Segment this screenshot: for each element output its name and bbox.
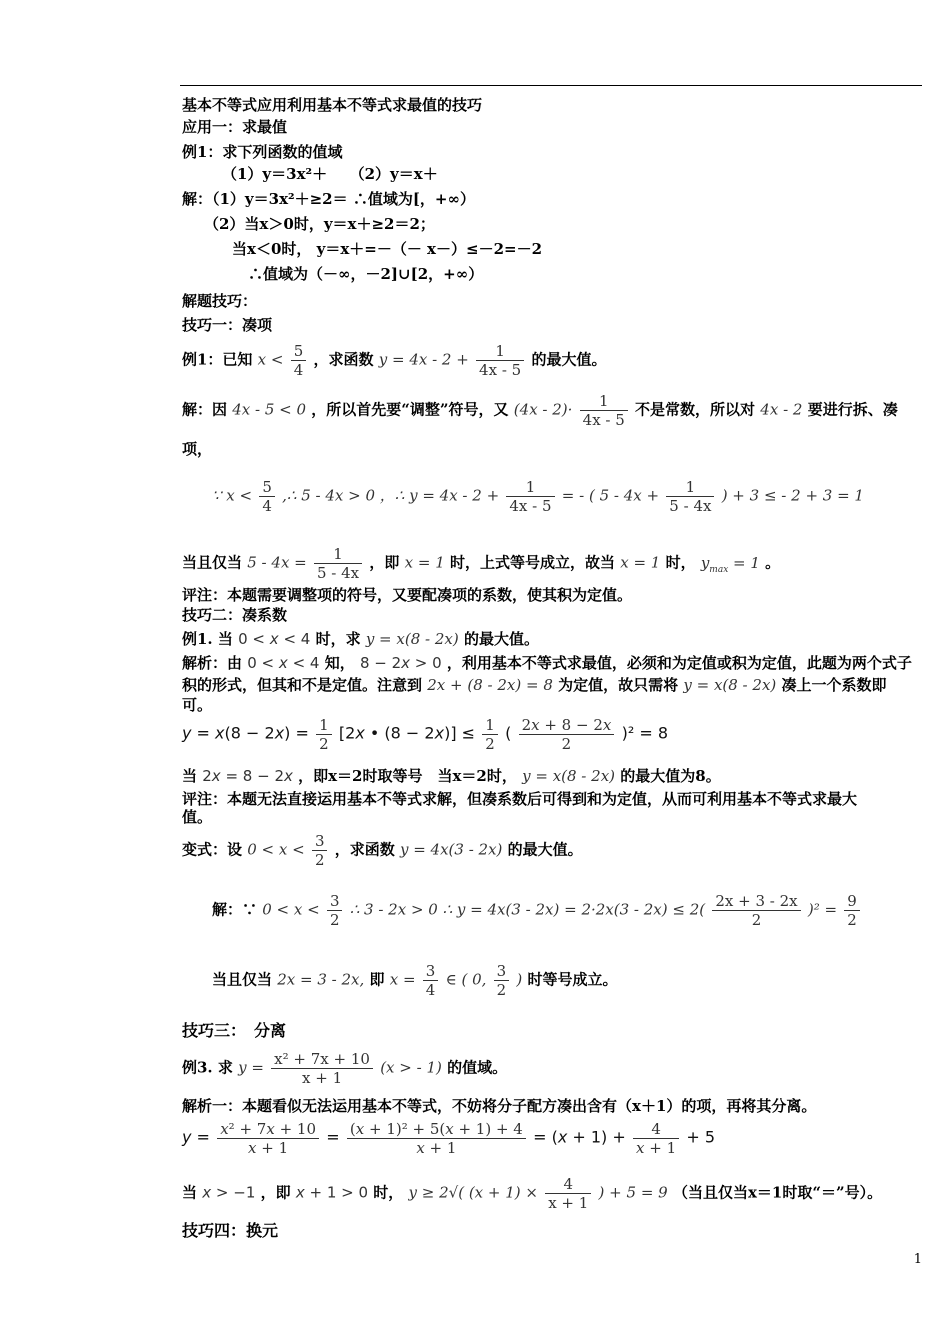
math-eq: ) + 3 ≤ - 2 + 3 = 1 (721, 486, 864, 505)
equation-2 (182, 716, 668, 753)
tip2-heading: 技巧二：凑系数 (182, 606, 288, 624)
fraction: $\frac{1}{4x - 5}$ (506, 478, 554, 515)
math-expr: 8 − 2x > 0 (359, 654, 442, 672)
text: （当且仅当x＝1时取“＝”号）。 (672, 1183, 883, 1202)
fraction: $\frac{3}{2}$ (312, 832, 328, 869)
solution-line-4: ∴值域为（－∞，－2]∪[2，+∞） (248, 265, 484, 283)
text: 例1：已知 (182, 350, 253, 369)
text: 解：因 (182, 400, 228, 419)
math-expr: (4x - 2)· (513, 400, 573, 419)
fraction: $\frac{\text{x² + 7x + 10}}{x + 1}$ (217, 1120, 319, 1157)
math-expr: 0 < x < 4 (247, 654, 320, 672)
fraction: $\frac{\text{x² + 7x + 10}}{x + 1}$ (271, 1050, 373, 1087)
text: 当且仅当 (212, 970, 273, 989)
math-expr: 2x = 8 − 2x (202, 767, 293, 785)
fraction: $\frac{9}{2}$ (844, 892, 860, 929)
math-expr: 4x - 5 < 0 (232, 400, 307, 419)
math-eq: + 5 (686, 1127, 716, 1147)
fraction: $\frac{5}{4}$ (259, 478, 275, 515)
analysis2-line-2 (182, 676, 887, 694)
fraction: $\frac{3}{2}$ (327, 892, 343, 929)
math-eq: = (326, 1127, 340, 1147)
text: 要进行拆、凑 (807, 400, 898, 419)
math-eq: 0 < x < (262, 900, 320, 919)
text: 的值域。 (447, 1058, 508, 1077)
text: 解析：由 (182, 654, 243, 672)
text: 不是常数，所以对 (635, 400, 756, 419)
text: ，求函数 (334, 840, 395, 859)
text: 解：∵ (212, 900, 258, 919)
analysis3-line: 解析一：本题看似无法运用基本不等式，不妨将分子配方凑出含有（x＋1）的项，再将其分离。 (182, 1097, 817, 1115)
math-expr: ) (516, 970, 523, 989)
math-expr: 2x = 3 - 2x, (277, 970, 365, 989)
math-expr: x + 1 > 0 (295, 1183, 369, 1202)
math-expr: ) + 5 = 9 (598, 1183, 668, 1202)
math-eq: y = (182, 1127, 210, 1147)
math-eq: ( (505, 723, 512, 743)
math-eq: = - ( 5 - 4x + (561, 486, 660, 505)
math-eq: = (x + 1) + (533, 1127, 626, 1147)
text: 凑上一个系数即 (781, 676, 887, 694)
text: 知， (324, 654, 355, 672)
example2-line (182, 630, 539, 648)
math-expr: 0 < x < 4 (238, 630, 311, 648)
math-expr: y ≥ 2√( (x + 1) × (408, 1183, 538, 1202)
fraction: $\frac{4}{x + 1}$ (545, 1175, 591, 1212)
analysis1-line (182, 392, 898, 429)
math-eq: ,∴ 5 - 4x > 0 ，∴ y = 4x - 2 + (282, 486, 500, 505)
fraction: $\frac{1}{5 - 4x}$ (314, 545, 362, 582)
text: 即 (369, 970, 385, 989)
solution-line-1: 解：（1）y＝3x²＋≥2＝ ∴值域为[，+∞） (182, 190, 475, 208)
fraction: $\frac{1}{4x - 5}$ (580, 392, 628, 429)
variant-line (182, 832, 583, 869)
equation-1 (212, 478, 864, 515)
math-expr: $y_{max} = 1$ (700, 553, 760, 575)
note2-line-1: 评注：本题无法直接运用基本不等式求解，但凑系数后可得到和为定值，从而可利用基本不等式求最大 (182, 790, 858, 808)
tip1-heading: 技巧一：凑项 (182, 316, 273, 334)
page-number: 1 (913, 1252, 922, 1267)
fraction: $\frac{3}{2}$ (494, 962, 510, 999)
text: 的最大值为8。 (620, 767, 721, 785)
text: 当 (182, 767, 198, 785)
note1: 评注：本题需要调整项的符号，又要配凑项的系数，使其积为定值。 (182, 586, 633, 604)
math-expr: 4x - 2 (760, 400, 803, 419)
text: ，即 (260, 1183, 291, 1202)
text: 时， (373, 1183, 404, 1202)
text: 例3. 求 (182, 1058, 233, 1077)
text: ，即 (369, 553, 400, 572)
analysis2-line-3: 可。 (182, 696, 213, 714)
text: 的最大值。 (531, 350, 607, 369)
text: ，即x＝2时取等号 当x＝2时， (298, 767, 517, 785)
note2-line-2: 值。 (182, 808, 213, 826)
math-expr: x = (389, 970, 416, 989)
text: 的最大值。 (507, 840, 583, 859)
text: ，求函数 (313, 350, 374, 369)
fraction: $\frac{2x + 3 - 2x}{2}$ (712, 892, 800, 929)
math-expr: x = 1 (620, 553, 661, 572)
math-expr: y = 4x(3 - 2x) (399, 840, 503, 859)
text: 当且仅当 (182, 553, 243, 572)
math-expr: y = (238, 1058, 264, 1077)
text: 时等号成立。 (527, 970, 618, 989)
fraction: $\frac{2x + 8 - 2x}{2}$ (519, 716, 615, 753)
math-expr: (x > - 1) (380, 1058, 442, 1077)
analysis1-line-2: 项， (182, 440, 213, 458)
variant-condition (212, 962, 618, 999)
fraction: $\frac{4}{x + 1}$ (633, 1120, 679, 1157)
math-expr: y = x(8 - 2x) (683, 676, 777, 694)
condition2-line (182, 767, 721, 785)
fraction: $\frac{1}{2}$ (316, 716, 332, 753)
tip3-heading: 技巧三： 分离 (182, 1021, 287, 1040)
math-expr: ∈ ( 0, (445, 970, 487, 989)
text: 例1. 当 (182, 630, 233, 648)
text: 积的形式，但其和不是定值。注意到 (182, 676, 423, 694)
text: 的最大值。 (463, 630, 539, 648)
math-eq: [2x • (8 − 2x)] ≤ (338, 723, 476, 743)
math-expr: 5 - 4x = (247, 553, 307, 572)
tip4-heading: 技巧四：换元 (182, 1221, 279, 1240)
text: ，利用基本不等式求最值，必须和为定值或积为定值，此题为两个式子 (446, 654, 912, 672)
math-eq: y = x(8 − 2x) = (182, 723, 309, 743)
math-expr: 2x + (8 - 2x) = 8 (427, 676, 553, 694)
analysis2-line-1 (182, 654, 912, 672)
math-expr: y = x(8 - 2x) (522, 767, 616, 785)
math-x-lt: x < (257, 350, 284, 369)
solution-line-2: （2）当x＞0时，y＝x＋≥2＝2； (204, 215, 435, 233)
fraction: $\frac{3}{4}$ (423, 962, 439, 999)
math-expr: x > −1 (202, 1183, 256, 1202)
page-title: 基本不等式应用利用基本不等式求最值的技巧 (182, 96, 483, 114)
fraction: $\frac{1}{2}$ (482, 716, 498, 753)
fraction: $\frac{\text{(x + 1)² + 5(x + 1) + 4}}{x + 1}$ (347, 1120, 526, 1157)
header-rule (180, 85, 922, 86)
math-eq: )² = 8 (621, 723, 668, 743)
math-eq: ∵ x < (212, 486, 253, 505)
text: 时， (665, 553, 696, 572)
tips-heading: 解题技巧： (182, 292, 258, 310)
solution-line-3: 当x＜0时， y＝x＋=－（－ x－）≤－2=－2 (232, 240, 543, 258)
text: 为定值，故只需将 (558, 676, 679, 694)
section-heading-app1: 应用一：求最值 (182, 118, 288, 136)
text: 当 (182, 1183, 198, 1202)
math-eq: ∴ 3 - 2x > 0 ∴ y = 4x(3 - 2x) = 2·2x(3 - 2x) ≤ 2( (349, 900, 706, 919)
variant-solution (212, 892, 862, 929)
math-eq: )² = (807, 900, 838, 919)
example-heading: 例1：求下列函数的值域 (182, 143, 343, 161)
math-expr: x = 1 (404, 553, 445, 572)
text: 。 (765, 553, 781, 572)
text: 时，求 (315, 630, 361, 648)
condition3-line (182, 1175, 882, 1212)
equation-3 (182, 1120, 715, 1157)
example-items: （1）y＝3x²＋ （2）y＝x＋ (222, 165, 438, 183)
example1b-line (182, 342, 606, 379)
text: 时，上式等号成立，故当 (449, 553, 615, 572)
text: 变式：设 (182, 840, 243, 859)
math-expr: y = x(8 - 2x) (365, 630, 459, 648)
math-func: y = 4x - 2 + (378, 350, 469, 369)
fraction: $\frac{5}{4}$ (291, 342, 307, 379)
condition1-line (182, 545, 780, 582)
math-expr: 0 < x < (247, 840, 305, 859)
fraction: $\frac{1}{4x - 5}$ (476, 342, 524, 379)
example3-line (182, 1050, 507, 1087)
text: ，所以首先要“调整”符号，又 (311, 400, 509, 419)
fraction: $\frac{1}{5 - 4x}$ (666, 478, 714, 515)
